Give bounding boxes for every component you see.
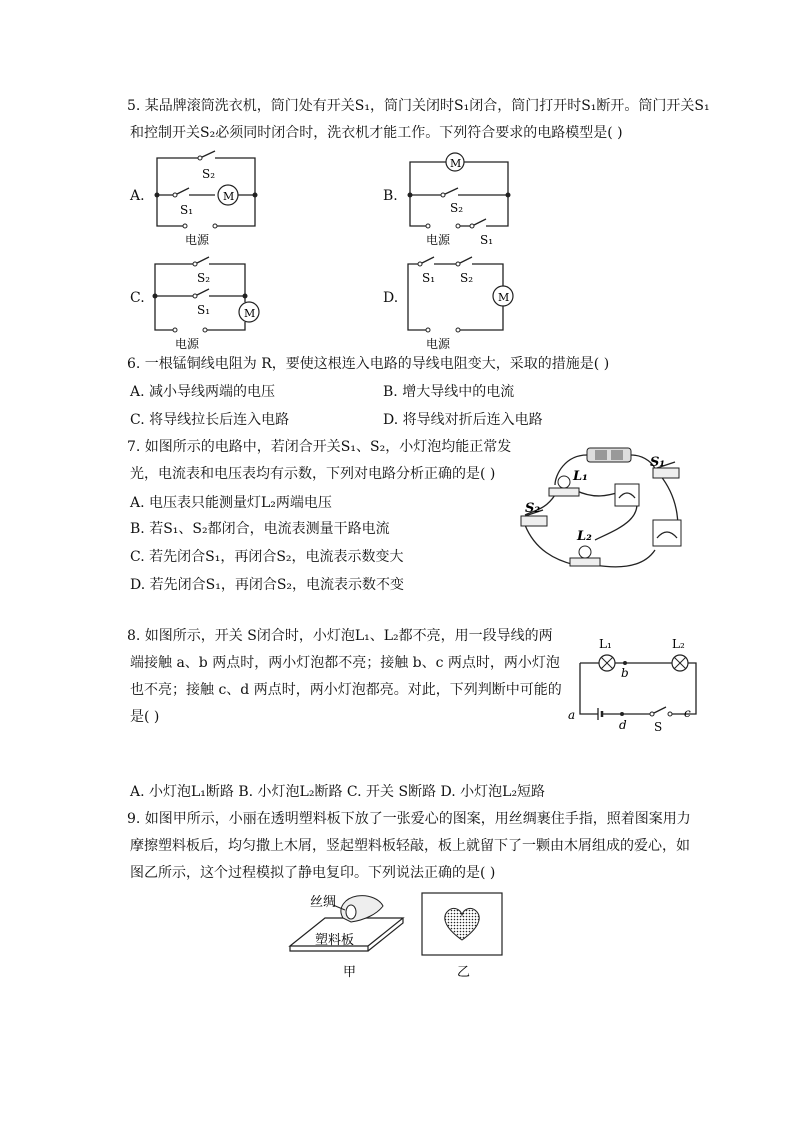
- q8-line4: 是( ): [130, 709, 160, 725]
- q5b-source-label: 电源: [426, 233, 451, 247]
- q5-circuit-d: [398, 252, 523, 352]
- q7-option-b: B. 若S₁、S₂都闭合，电流表测量干路电流: [130, 521, 390, 537]
- q7-line1: 7. 如图所示的电路中，若闭合开关S₁、S₂，小灯泡均能正常发: [127, 439, 512, 455]
- q8-fig-a: a: [568, 708, 576, 722]
- q5b-s2-label: S₂: [450, 201, 464, 215]
- q6-option-a: A. 减小导线两端的电压: [130, 384, 276, 400]
- q8-options: A. 小灯泡L₁断路 B. 小灯泡L₂断路 C. 开关 S断路 D. 小灯泡L₂短路: [130, 784, 546, 800]
- q8-fig-c: c: [684, 706, 691, 720]
- q9-figure: [285, 888, 505, 980]
- q8-circuit: [562, 630, 702, 735]
- q9-line2: 摩擦塑料板后，均匀撒上木屑，竖起塑料板轻敲，板上就留下了一颗由木屑组成的爱心，如: [130, 838, 690, 854]
- q8-line2: 端接触 a、b 两点时，两小灯泡都不亮；接触 b、c 两点时，两小灯泡: [130, 655, 560, 671]
- q5-circuit-b: [398, 148, 523, 248]
- q5-circuit-a: [145, 148, 270, 248]
- q5c-motor-label: M: [244, 307, 256, 320]
- q5d-motor-label: M: [498, 291, 510, 304]
- q8-line3: 也不亮；接触 c、d 两点时，两小灯泡都亮。对此，下列判断中可能的: [130, 682, 562, 698]
- q9-fig-jia: 甲: [343, 965, 357, 980]
- q5d-s2-label: S₂: [460, 271, 474, 285]
- q8-fig-l2: L₂: [672, 637, 685, 651]
- q7-fig-s1: S₁: [650, 455, 666, 470]
- q5a-motor-label: M: [223, 190, 235, 203]
- q8-line1: 8. 如图所示，开关 S闭合时，小灯泡L₁、L₂都不亮，用一段导线的两: [127, 628, 553, 644]
- q5-line2: 和控制开关S₂必须同时闭合时，洗衣机才能工作。下列符合要求的电路模型是( ): [130, 125, 623, 141]
- q7-fig-l1: L₁: [573, 469, 588, 484]
- q5-line1: 5. 某品牌滚筒洗衣机，筒门处有开关S₁，筒门关闭时S₁闭合，筒门打开时S₁断开。筒门开关S₁: [127, 98, 710, 114]
- q5c-s2-label: S₂: [197, 271, 211, 285]
- q7-line2: 光，电流表和电压表均有示数，下列对电路分析正确的是( ): [130, 466, 496, 482]
- q6-option-b: B. 增大导线中的电流: [383, 384, 515, 400]
- q5-circuit-c: [145, 252, 270, 352]
- q8-fig-s: S: [654, 720, 663, 734]
- q5d-source-label: 电源: [426, 337, 451, 351]
- q5-option-b-letter: B.: [383, 188, 398, 204]
- q8-fig-d: d: [619, 718, 627, 732]
- q8-fig-l1: L₁: [599, 637, 612, 651]
- q9-line1: 9. 如图甲所示，小丽在透明塑料板下放了一张爱心的图案，用丝绸裹住手指，照着图案用力: [127, 811, 691, 827]
- q7-option-d: D. 若先闭合S₁，再闭合S₂，电流表示数不变: [130, 577, 405, 593]
- q9-line3: 图乙所示，这个过程模拟了静电复印。下列说法正确的是( ): [130, 865, 496, 881]
- q5c-source-label: 电源: [175, 337, 200, 351]
- q5b-motor-label: M: [450, 157, 462, 170]
- q5-option-a-letter: A.: [130, 188, 145, 204]
- q7-physical-circuit: [515, 440, 695, 580]
- q7-fig-s2: S₂: [525, 501, 541, 516]
- q9-fig-plate: 塑料板: [315, 933, 355, 948]
- q5a-source-label: 电源: [185, 233, 210, 247]
- q7-option-a: A. 电压表只能测量灯L₂两端电压: [130, 495, 332, 511]
- q6-option-c: C. 将导线拉长后连入电路: [130, 412, 290, 428]
- q5a-s2-label: S₂: [202, 167, 216, 181]
- q7-fig-l2: L₂: [577, 529, 592, 544]
- q5-option-c-letter: C.: [130, 290, 145, 306]
- q5d-s1-label: S₁: [422, 271, 436, 285]
- q9-fig-silk: 丝绸: [310, 895, 337, 910]
- q5c-s1-label: S₁: [197, 303, 211, 317]
- q5a-s1-label: S₁: [180, 203, 194, 217]
- q8-fig-b: b: [621, 666, 629, 680]
- q6-stem: 6. 一根锰铜线电阻为 R，要使这根连入电路的导线电阻变大，采取的措施是( ): [127, 356, 610, 372]
- q5-option-d-letter: D.: [383, 290, 399, 306]
- q9-fig-yi: 乙: [457, 965, 471, 980]
- q6-option-d: D. 将导线对折后连入电路: [383, 412, 543, 428]
- q7-option-c: C. 若先闭合S₁，再闭合S₂，电流表示数变大: [130, 549, 404, 565]
- q5b-s1-label: S₁: [480, 233, 494, 247]
